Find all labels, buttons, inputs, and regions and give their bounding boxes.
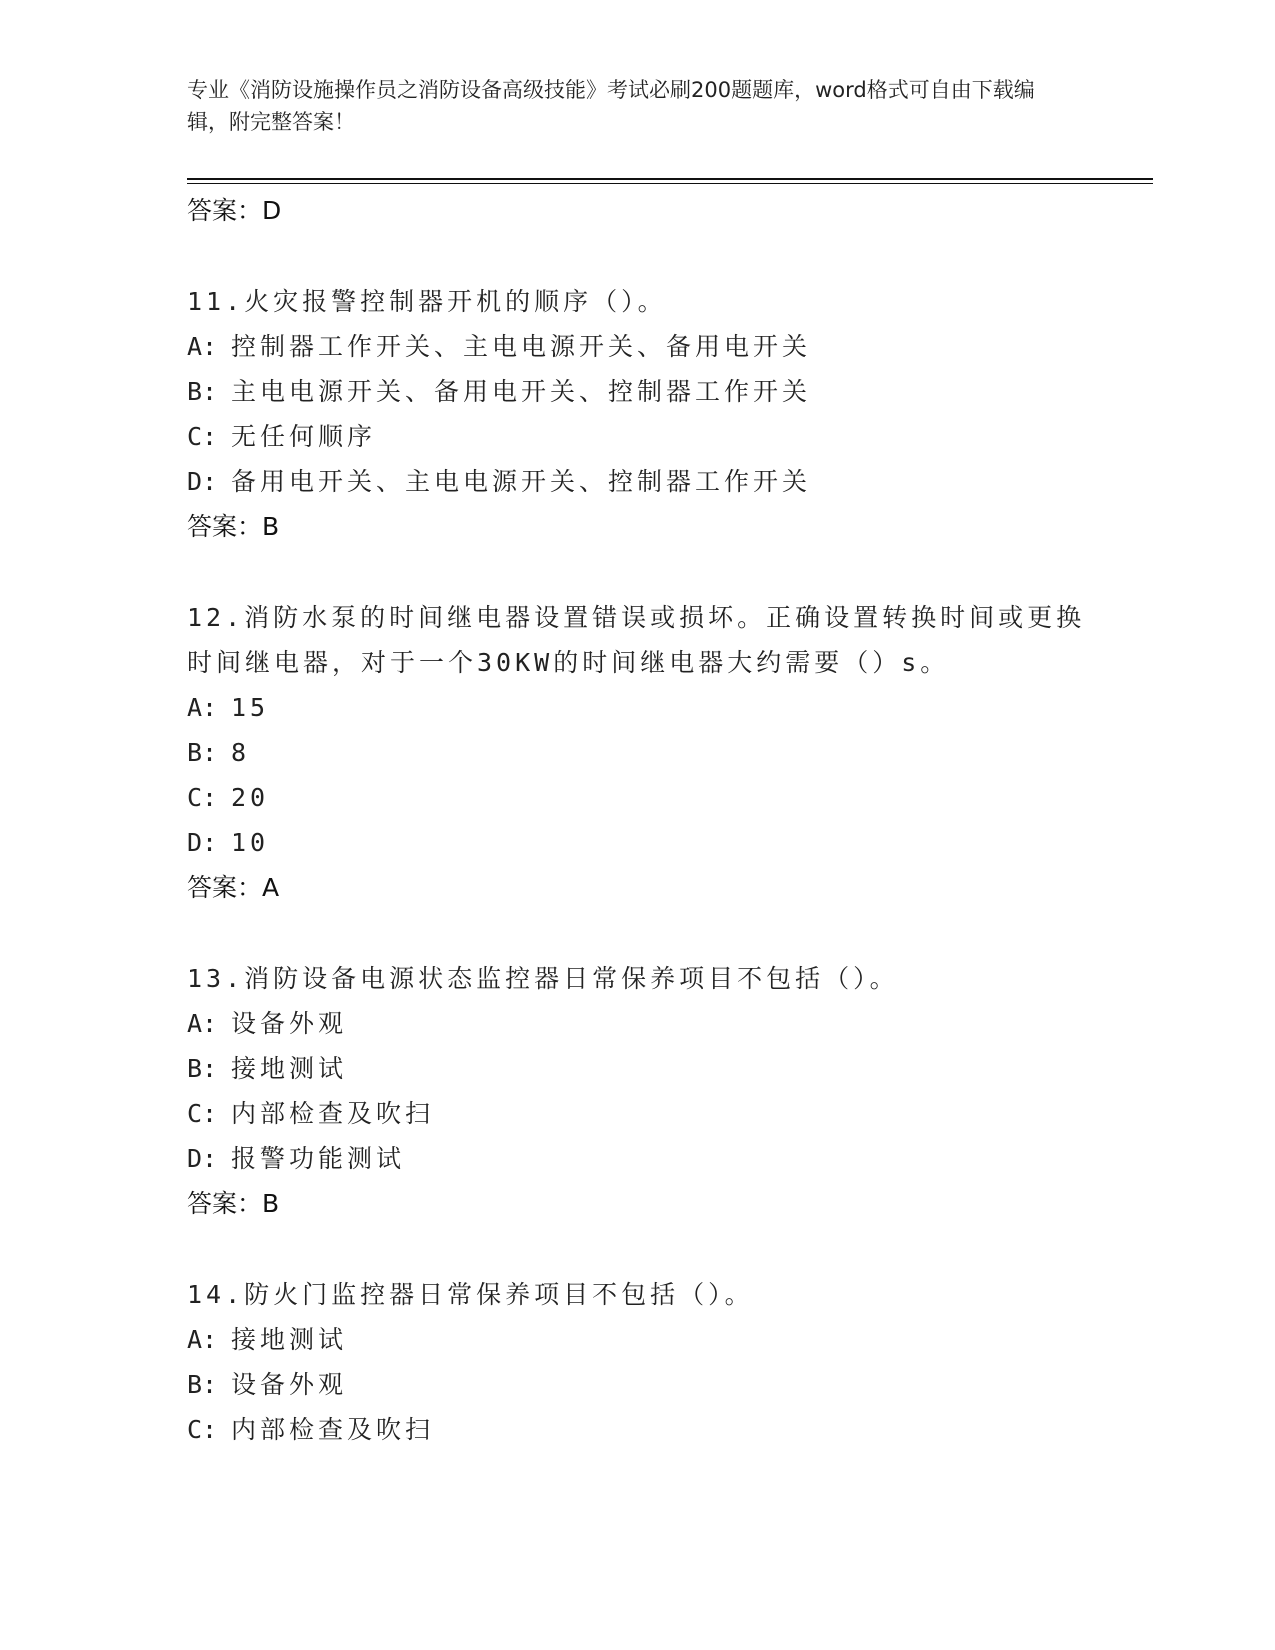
option-d: [187, 1136, 1087, 1181]
option-text: 15: [231, 693, 270, 722]
option-text: 设备外观: [231, 1009, 348, 1038]
option-text: 报警功能测试: [231, 1144, 406, 1173]
option-text: 内部检查及吹扫: [231, 1415, 435, 1444]
option-key: C:: [187, 1415, 218, 1444]
option-a: [187, 1317, 1087, 1362]
question-stem: 12.消防水泵的时间继电器设置错误或损坏。正确设置转换时间或更换时间继电器，对于一个30KW的时间继电器大约需要（）s。: [187, 603, 1086, 677]
option-key: D:: [187, 467, 218, 496]
option-c: [187, 1407, 1087, 1452]
answer-line: 答案：B: [187, 512, 280, 541]
question-stem: 11.火灾报警控制器开机的顺序（）。: [187, 287, 667, 316]
question-list: [187, 188, 1087, 1452]
option-c: [187, 1091, 1087, 1136]
option-key: C:: [187, 783, 218, 812]
option-d: [187, 820, 1087, 865]
question-block: [187, 279, 1087, 549]
option-key: B:: [187, 738, 218, 767]
question-block: [187, 1272, 1087, 1452]
option-text: 10: [231, 828, 270, 857]
option-key: A:: [187, 1009, 218, 1038]
option-b: [187, 1362, 1087, 1407]
option-text: 设备外观: [231, 1370, 348, 1399]
question-stem: 14.防火门监控器日常保养项目不包括（）。: [187, 1280, 754, 1309]
option-a: [187, 324, 1087, 369]
option-key: A:: [187, 332, 218, 361]
option-key: A:: [187, 693, 218, 722]
option-text: 备用电开关、主电电源开关、控制器工作开关: [231, 467, 812, 496]
option-text: 内部检查及吹扫: [231, 1099, 435, 1128]
question-block: [187, 595, 1087, 910]
option-c: [187, 414, 1087, 459]
spacer: [187, 1226, 1087, 1272]
option-text: 接地测试: [231, 1054, 348, 1083]
option-text: 无任何顺序: [231, 422, 377, 451]
header-divider-thin: [187, 183, 1153, 184]
spacer: [187, 233, 1087, 279]
option-b: [187, 1046, 1087, 1091]
option-key: B:: [187, 377, 218, 406]
option-a: [187, 1001, 1087, 1046]
option-c: [187, 775, 1087, 820]
option-key: A:: [187, 1325, 218, 1354]
answer-line: 答案：D: [187, 196, 282, 225]
option-text: 20: [231, 783, 270, 812]
option-b: [187, 730, 1087, 775]
option-text: 主电电源开关、备用电开关、控制器工作开关: [231, 377, 812, 406]
option-key: C:: [187, 1099, 218, 1128]
option-key: D:: [187, 1144, 218, 1173]
spacer: [187, 910, 1087, 956]
question-stem: 13.消防设备电源状态监控器日常保养项目不包括（）。: [187, 964, 899, 993]
header-divider-thick: [187, 178, 1153, 180]
answer-line: 答案：B: [187, 1189, 280, 1218]
page-header: 专业《消防设施操作员之消防设备高级技能》考试必刷200题题库，word格式可自由下载编辑，附完整答案！: [187, 78, 1035, 134]
question-block: [187, 956, 1087, 1226]
option-d: [187, 459, 1087, 504]
option-text: 8: [231, 738, 251, 767]
option-key: B:: [187, 1054, 218, 1083]
option-text: 接地测试: [231, 1325, 348, 1354]
option-key: D:: [187, 828, 218, 857]
spacer: [187, 549, 1087, 595]
option-key: C:: [187, 422, 218, 451]
option-text: 控制器工作开关、主电电源开关、备用电开关: [231, 332, 812, 361]
option-b: [187, 369, 1087, 414]
answer-line: 答案：A: [187, 873, 280, 902]
option-key: B:: [187, 1370, 218, 1399]
option-a: [187, 685, 1087, 730]
